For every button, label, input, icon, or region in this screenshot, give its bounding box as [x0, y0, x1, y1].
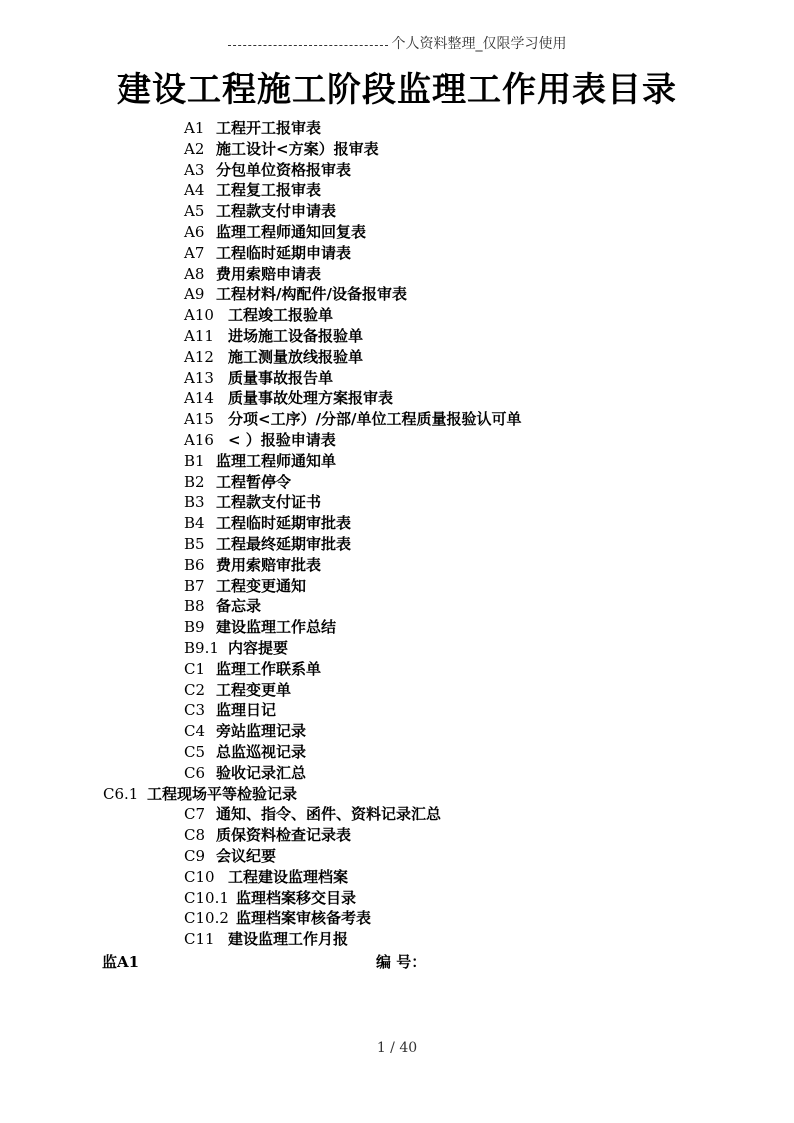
toc-item — [184, 908, 371, 928]
toc-item-code: C10.2 — [184, 909, 229, 928]
toc-item-label: 工程变更单 — [216, 680, 292, 699]
toc-item-label: 费用索赔审批表 — [216, 555, 322, 574]
toc-item — [184, 305, 333, 325]
toc-item-label: 监理工作联系单 — [216, 659, 322, 678]
toc-item-code: C1 — [184, 659, 206, 678]
toc-item — [184, 659, 321, 679]
toc-item — [184, 513, 351, 533]
page-number: 1 / 40 — [376, 1040, 418, 1056]
toc-item-code: A9 — [184, 285, 205, 304]
toc-item-label: 建设监理工作总结 — [216, 618, 337, 637]
toc-item-code: C2 — [184, 680, 206, 699]
page-title: 建设工程施工阶段监理工作用表目录 — [117, 70, 677, 110]
toc-item-code: B9 — [184, 618, 205, 637]
toc-item-label: 工程复工报审表 — [216, 181, 322, 200]
toc-item — [184, 284, 407, 304]
form-code: 监A1 — [102, 953, 140, 971]
toc-item-code: A14 — [184, 389, 214, 408]
toc-item-code: A13 — [184, 368, 214, 387]
toc-item-label: 内容提要 — [228, 639, 289, 657]
toc-item-label: 旁站监理记录 — [216, 722, 307, 741]
toc-item — [184, 243, 351, 263]
toc-item-code: B9.1 — [184, 639, 219, 657]
toc-item-code: A15 — [184, 410, 214, 429]
toc-item-label: 工程最终延期审批表 — [216, 535, 352, 553]
toc-item-code: A7 — [184, 243, 205, 262]
toc-item-code: B2 — [184, 472, 205, 491]
toc-item-label: 监理档案审核备考表 — [236, 909, 372, 928]
toc-item-label: 验收记录汇总 — [216, 763, 307, 782]
toc-item — [184, 596, 261, 616]
toc-item-label: 会议纪要 — [216, 847, 277, 865]
toc-item-code: C10 — [184, 867, 215, 886]
toc-item-label: 工程开工报审表 — [216, 119, 322, 137]
toc-item-code: A5 — [184, 202, 205, 221]
toc-item — [184, 867, 348, 887]
toc-item-label: 施工测量放线报验单 — [228, 347, 364, 366]
toc-item — [184, 472, 291, 492]
toc-item — [184, 825, 351, 845]
toc-item-code: B3 — [184, 493, 205, 512]
toc-item — [184, 721, 306, 741]
toc-item — [184, 846, 276, 866]
toc-item-code: B4 — [184, 514, 205, 533]
toc-item-code: B6 — [184, 555, 205, 574]
toc-item — [184, 680, 291, 700]
toc-item-label: 监理日记 — [216, 701, 277, 720]
toc-item — [184, 555, 321, 575]
toc-item-code: A4 — [184, 181, 205, 200]
toc-item-label: 施工设计<方案）报审表 — [216, 139, 379, 158]
toc-item — [184, 139, 379, 159]
toc-item-code: B8 — [184, 597, 205, 616]
toc-item — [184, 118, 321, 138]
toc-item — [184, 700, 276, 720]
toc-item — [184, 388, 393, 408]
toc-item-code: B5 — [184, 535, 205, 553]
toc-item-code: C8 — [184, 826, 206, 845]
toc-item-label: 监理工程师通知回复表 — [216, 223, 367, 241]
toc-item-label: 工程临时延期申请表 — [216, 243, 352, 262]
toc-item-label: 质量事故处理方案报审表 — [228, 389, 394, 408]
toc-item-code: C4 — [184, 722, 206, 741]
toc-item — [184, 742, 306, 762]
toc-item — [184, 492, 321, 512]
toc-item — [184, 617, 336, 637]
toc-item-code: A12 — [184, 347, 214, 366]
toc-item-label: 工程款支付申请表 — [216, 202, 337, 221]
toc-item-label: 质量事故报告单 — [228, 368, 334, 387]
toc-item-code: B1 — [184, 451, 205, 470]
toc-item — [184, 430, 336, 450]
toc-item-label: 分包单位资格报审表 — [216, 160, 352, 179]
toc-item-code: B7 — [184, 576, 205, 595]
toc-item — [184, 888, 356, 908]
toc-item-code: C9 — [184, 847, 206, 865]
toc-item-code: A6 — [184, 223, 205, 241]
toc-item-code: A1 — [184, 119, 205, 137]
toc-item-code: A11 — [184, 327, 214, 345]
toc-item-label: < ）报验申请表 — [228, 431, 336, 449]
toc-item-label: 工程款支付证书 — [216, 493, 322, 512]
toc-item — [184, 804, 441, 824]
toc-item — [184, 534, 351, 554]
toc-item-code: A10 — [184, 306, 214, 325]
running-header — [0, 33, 794, 53]
toc-item-label: 工程现场平等检验记录 — [147, 784, 298, 803]
toc-item — [184, 638, 288, 658]
toc-item-label: 工程建设监理档案 — [228, 867, 349, 886]
toc-item — [184, 326, 363, 346]
toc-item-code: A16 — [184, 431, 214, 449]
header-text: 个人资料整理_仅限学习使用 — [391, 36, 567, 52]
toc-item-code: A3 — [184, 160, 205, 179]
toc-item-code: C6 — [184, 763, 206, 782]
toc-item — [184, 222, 366, 242]
toc-item-label: 工程材料/构配件/设备报审表 — [216, 285, 407, 304]
toc-item-label: 工程临时延期审批表 — [216, 514, 352, 533]
toc-item-label: 工程竣工报验单 — [228, 306, 334, 325]
toc-item-label: 进场施工设备报验单 — [228, 327, 364, 345]
serial-number-label: 编 号： — [376, 953, 427, 971]
toc-item-code: C5 — [184, 743, 206, 761]
toc-item-code: C10.1 — [184, 888, 229, 907]
toc-item-label: 备忘录 — [216, 597, 262, 616]
toc-item-code: C11 — [184, 930, 215, 949]
toc-item-code: A8 — [184, 264, 205, 283]
toc-item-label: 工程变更通知 — [216, 576, 307, 595]
toc-item — [184, 160, 351, 180]
toc-item-code: C7 — [184, 805, 206, 824]
toc-item — [184, 929, 348, 949]
toc-item — [184, 201, 336, 221]
toc-item-label: 监理工程师通知单 — [216, 451, 337, 470]
toc-item — [184, 409, 522, 429]
toc-item — [103, 784, 297, 804]
toc-item-label: 通知、指令、函件、资料记录汇总 — [216, 805, 442, 824]
toc-item-label: 质保资料检查记录表 — [216, 826, 352, 845]
toc-item — [184, 264, 321, 284]
toc-item — [184, 180, 321, 200]
toc-item — [184, 368, 333, 388]
toc-item-code: A2 — [184, 139, 205, 158]
toc-item-code: C6.1 — [103, 784, 139, 803]
toc-item — [184, 347, 363, 367]
toc-item-label: 工程暂停令 — [216, 472, 292, 491]
toc-item-code: C3 — [184, 701, 206, 720]
toc-item-label: 建设监理工作月报 — [228, 930, 349, 949]
toc-item — [184, 451, 336, 471]
toc-item — [184, 763, 306, 783]
toc-item-label: 分项<工序）/分部/单位工程质量报验认可单 — [228, 410, 522, 429]
header-rule — [228, 45, 388, 46]
toc-item-label: 总监巡视记录 — [216, 743, 307, 761]
toc-item-label: 费用索赔申请表 — [216, 264, 322, 283]
toc-item-label: 监理档案移交目录 — [236, 888, 357, 907]
toc-item — [184, 576, 306, 596]
